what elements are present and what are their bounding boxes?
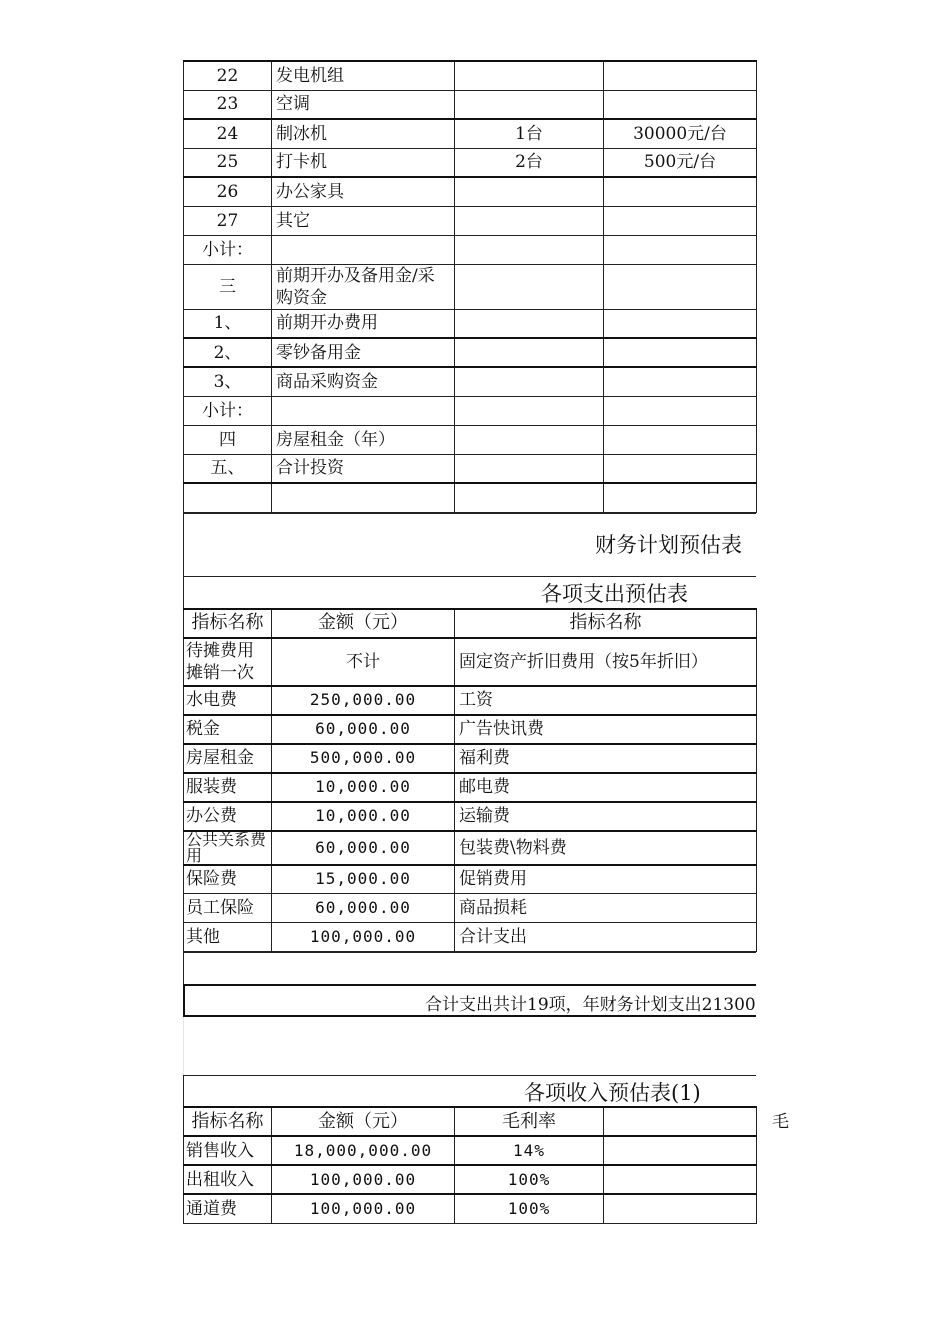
income-amount[interactable]: 18,000,000.00	[272, 1136, 455, 1165]
item-qty[interactable]	[455, 177, 604, 206]
expense-summary[interactable]: 合计支出共计19项，年财务计划支出21300	[425, 995, 756, 1015]
item-name[interactable]: 打卡机	[272, 148, 455, 177]
expense-name2[interactable]: 工资	[455, 686, 757, 715]
table-row	[184, 309, 757, 338]
header-name[interactable]: 指标名称	[184, 609, 272, 638]
expense-name2[interactable]: 促销费用	[455, 865, 757, 894]
finance-title-block	[183, 513, 756, 576]
row-number[interactable]: 3、	[184, 367, 272, 396]
expense-amount[interactable]: 60,000.00	[272, 894, 455, 923]
subtotal-row	[184, 396, 757, 425]
table-row	[184, 148, 757, 177]
section-number[interactable]: 三	[184, 264, 272, 309]
expense-name2[interactable]: 合计支出	[455, 923, 757, 952]
header-extra[interactable]	[604, 1107, 789, 1136]
expense-row	[184, 715, 757, 744]
income-row	[184, 1165, 757, 1194]
table-row	[184, 338, 757, 367]
item-qty[interactable]	[455, 367, 604, 396]
subtotal-qty[interactable]	[455, 235, 604, 264]
expense-name2[interactable]: 包装费\物料费	[455, 831, 757, 865]
expense-name[interactable]: 水电费	[184, 686, 272, 715]
section-name[interactable]: 前期开办及备用金/采购资金	[272, 264, 455, 309]
income-extra[interactable]	[604, 1165, 757, 1194]
row-number[interactable]: 26	[184, 177, 272, 206]
income-amount[interactable]: 100,000.00	[272, 1194, 455, 1223]
expense-amount[interactable]: 15,000.00	[272, 865, 455, 894]
header-amount[interactable]: 金额（元）	[272, 609, 455, 638]
item-qty[interactable]	[455, 90, 604, 119]
table-row	[184, 367, 757, 396]
income-margin[interactable]: 100%	[455, 1194, 604, 1223]
subtotal-label[interactable]: 小计：	[184, 235, 272, 264]
finance-title: 财务计划预估表	[595, 532, 742, 557]
section-number[interactable]: 五、	[184, 454, 272, 483]
expense-name2[interactable]: 福利费	[455, 744, 757, 773]
expense-amount[interactable]: 不计	[272, 638, 455, 686]
table-row	[184, 90, 757, 119]
item-qty[interactable]	[455, 338, 604, 367]
income-table	[183, 1106, 789, 1224]
header-margin[interactable]: 毛利率	[455, 1107, 604, 1136]
expense-name[interactable]: 保险费	[184, 865, 272, 894]
expense-name[interactable]: 房屋租金	[184, 744, 272, 773]
row-number[interactable]: 1、	[184, 309, 272, 338]
row-number[interactable]: 27	[184, 206, 272, 235]
income-name[interactable]: 出租收入	[184, 1165, 272, 1194]
item-qty[interactable]: 1台	[455, 119, 604, 148]
expense-name[interactable]: 待摊费用摊销一次	[184, 638, 272, 686]
expense-amount[interactable]: 10,000.00	[272, 773, 455, 802]
expense-row	[184, 686, 757, 715]
header-name[interactable]: 指标名称	[184, 1107, 272, 1136]
item-price[interactable]	[604, 309, 757, 338]
expense-amount[interactable]: 100,000.00	[272, 923, 455, 952]
section-qty[interactable]	[455, 264, 604, 309]
expense-summary-row	[183, 984, 756, 1017]
item-qty[interactable]	[455, 61, 604, 90]
income-title: 各项收入预估表(1)	[524, 1081, 701, 1105]
row-number[interactable]: 22	[184, 61, 272, 90]
expense-row	[184, 894, 757, 923]
header-overflow-text: 毛	[772, 1112, 789, 1132]
expense-name2[interactable]: 广告快讯费	[455, 715, 757, 744]
item-name[interactable]: 空调	[272, 90, 455, 119]
subtotal-qty[interactable]	[455, 396, 604, 425]
income-name[interactable]: 通道费	[184, 1194, 272, 1223]
section-row	[184, 264, 757, 309]
expense-row	[184, 802, 757, 831]
income-row	[184, 1136, 757, 1165]
expense-name[interactable]: 税金	[184, 715, 272, 744]
item-name[interactable]: 办公家具	[272, 177, 455, 206]
table-row	[184, 206, 757, 235]
item-qty[interactable]	[455, 309, 604, 338]
income-title-block	[183, 1075, 756, 1106]
item-price[interactable]	[604, 61, 757, 90]
item-qty[interactable]	[455, 206, 604, 235]
item-price[interactable]: 500元/台	[604, 148, 757, 177]
empty-cell[interactable]	[455, 483, 604, 512]
section-number[interactable]: 四	[184, 425, 272, 454]
expense-amount[interactable]: 10,000.00	[272, 802, 455, 831]
income-row	[184, 1194, 757, 1223]
expense-amount[interactable]: 60,000.00	[272, 831, 455, 865]
section-price[interactable]	[604, 264, 757, 309]
expense-name2[interactable]: 商品损耗	[455, 894, 757, 923]
expense-amount[interactable]: 60,000.00	[272, 715, 455, 744]
empty-cell[interactable]	[272, 483, 455, 512]
expense-name[interactable]: 服装费	[184, 773, 272, 802]
empty-cell[interactable]	[184, 483, 272, 512]
row-number[interactable]: 24	[184, 119, 272, 148]
expense-amount[interactable]: 250,000.00	[272, 686, 455, 715]
income-margin[interactable]: 100%	[455, 1165, 604, 1194]
expense-title: 各项支出预估表	[541, 581, 688, 606]
expense-row	[184, 923, 757, 952]
expense-name[interactable]: 其他	[184, 923, 272, 952]
item-name[interactable]: 商品采购资金	[272, 367, 455, 396]
section-qty[interactable]	[455, 425, 604, 454]
expense-name2[interactable]: 运输费	[455, 802, 757, 831]
income-name[interactable]: 销售收入	[184, 1136, 272, 1165]
item-price[interactable]	[604, 338, 757, 367]
item-name[interactable]: 零钞备用金	[272, 338, 455, 367]
item-qty[interactable]: 2台	[455, 148, 604, 177]
table-row	[184, 61, 757, 90]
empty-row	[183, 952, 756, 984]
expense-row	[184, 831, 757, 865]
investment-table	[183, 60, 757, 513]
row-number[interactable]: 2、	[184, 338, 272, 367]
expense-amount[interactable]: 500,000.00	[272, 744, 455, 773]
row-number[interactable]: 25	[184, 148, 272, 177]
expense-row	[184, 638, 757, 686]
expense-name[interactable]: 办公费	[184, 802, 272, 831]
subtotal-name[interactable]	[272, 235, 455, 264]
item-name[interactable]: 其它	[272, 206, 455, 235]
expense-title-block	[183, 576, 756, 608]
expense-table	[183, 608, 757, 953]
section-price[interactable]	[604, 425, 757, 454]
header-amount[interactable]: 金额（元）	[272, 1107, 455, 1136]
expense-name[interactable]: 公共关系费用	[184, 831, 272, 865]
expense-row	[184, 744, 757, 773]
income-margin[interactable]: 14%	[455, 1136, 604, 1165]
table-row	[184, 119, 757, 148]
item-price[interactable]	[604, 367, 757, 396]
item-price[interactable]	[604, 90, 757, 119]
spreadsheet	[183, 60, 789, 1224]
item-name[interactable]: 制冰机	[272, 119, 455, 148]
subtotal-name[interactable]	[272, 396, 455, 425]
subtotal-label[interactable]: 小计：	[184, 396, 272, 425]
section-row	[184, 425, 757, 454]
income-amount[interactable]: 100,000.00	[272, 1165, 455, 1194]
empty-row	[184, 483, 757, 512]
section-name[interactable]: 合计投资	[272, 454, 455, 483]
item-price[interactable]	[604, 177, 757, 206]
expense-row	[184, 773, 757, 802]
table-row	[184, 177, 757, 206]
subtotal-price[interactable]	[604, 396, 757, 425]
header-name2[interactable]: 指标名称	[455, 609, 757, 638]
expense-header-row	[184, 609, 757, 638]
section-name[interactable]: 房屋租金（年）	[272, 425, 455, 454]
item-price[interactable]: 30000元/台	[604, 119, 757, 148]
income-extra[interactable]	[604, 1194, 757, 1223]
subtotal-row	[184, 235, 757, 264]
item-price[interactable]	[604, 206, 757, 235]
subtotal-price[interactable]	[604, 235, 757, 264]
row-number[interactable]: 23	[184, 90, 272, 119]
section-row	[184, 454, 757, 483]
item-name[interactable]: 发电机组	[272, 61, 455, 90]
spacer	[183, 1017, 756, 1075]
expense-name[interactable]: 员工保险	[184, 894, 272, 923]
income-extra[interactable]	[604, 1136, 757, 1165]
expense-row	[184, 865, 757, 894]
section-qty[interactable]	[455, 454, 604, 483]
income-header-row	[184, 1107, 757, 1136]
item-name[interactable]: 前期开办费用	[272, 309, 455, 338]
expense-name2[interactable]: 邮电费	[455, 773, 757, 802]
expense-name2[interactable]: 固定资产折旧费用（按5年折旧）	[455, 638, 757, 686]
section-price[interactable]	[604, 454, 757, 483]
empty-cell[interactable]	[604, 483, 757, 512]
